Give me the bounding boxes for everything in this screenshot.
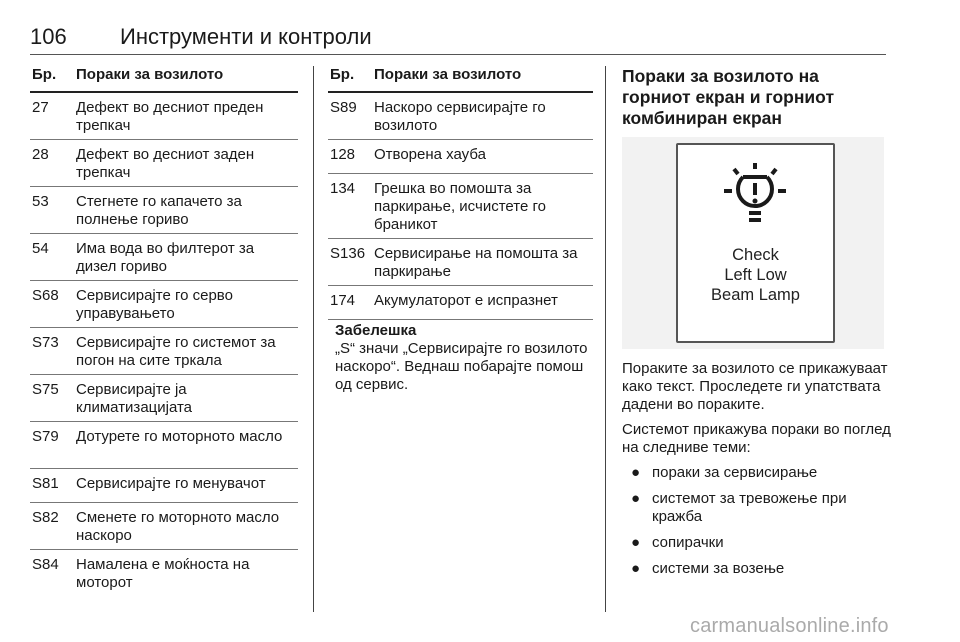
paragraph: Пораките за возилото се прикажуваат како текст. Проследете ги упатствата дадени во пораките. [622, 360, 888, 413]
message-text: Сменете го моторното масло наскоро [76, 509, 280, 544]
table-row [30, 140, 298, 187]
message-code: S81 [32, 475, 59, 492]
list-item-text: пораки за сервисирање [652, 464, 818, 481]
list-item [622, 560, 892, 578]
message-code: S82 [32, 509, 59, 526]
message-code: 128 [330, 146, 356, 163]
list-item-text: сопирачки [652, 534, 724, 551]
message-text: Сервисирање на помошта за паркирање [374, 245, 578, 280]
message-code: S73 [32, 334, 59, 351]
message-text: Отворена хауба [374, 146, 486, 163]
table-row [328, 174, 593, 239]
message-code: S75 [32, 381, 59, 398]
bullet-icon: ● [631, 560, 641, 577]
message-text: Дотурете го моторното масло [76, 428, 283, 445]
bullet-list [622, 464, 892, 578]
table-row [328, 140, 593, 174]
message-text: Наскоро сервисирајте го возилото [374, 99, 546, 134]
table-row [328, 93, 593, 140]
message-text: Сервисирајте ја климатизацијата [76, 381, 193, 416]
display-text-line: Check [732, 246, 779, 264]
message-code: S79 [32, 428, 59, 445]
note-block [335, 322, 595, 394]
message-text: Сервисирајте го системот за погон на сите тркала [76, 334, 276, 369]
message-code: 174 [330, 292, 356, 309]
message-code: 27 [32, 99, 49, 116]
section-body [622, 360, 892, 586]
message-table-2 [328, 66, 593, 320]
message-code: 53 [32, 193, 49, 210]
message-text: Дефект во десниот заден трепкач [76, 146, 255, 181]
column-header-message: Пораки за возилото [76, 66, 224, 83]
table-row [30, 328, 298, 375]
message-text: Сервисирајте го серво управувањето [76, 287, 233, 322]
column-divider [313, 66, 314, 612]
table-row [30, 469, 298, 503]
message-code: 28 [32, 146, 49, 163]
table-row [30, 503, 298, 550]
note-title: Забелешка [335, 322, 417, 339]
paragraph: Системот прикажува пораки во поглед на следниве теми: [622, 421, 891, 456]
watermark: carmanualsonline.info [690, 615, 889, 637]
message-text: Сервисирајте го менувачот [76, 475, 266, 492]
table-row [328, 286, 593, 320]
page-title: Инструменти и контроли [120, 24, 372, 49]
message-table-1 [30, 66, 298, 596]
table-row [30, 281, 298, 328]
message-text: Дефект во десниот преден трепкач [76, 99, 264, 134]
display-text-line: Beam Lamp [711, 286, 800, 304]
page-header [30, 24, 886, 55]
page-number: 106 [30, 24, 67, 49]
display-screen [676, 143, 835, 343]
table-row [30, 375, 298, 422]
message-code: S68 [32, 287, 59, 304]
table-row [30, 93, 298, 140]
bullet-icon: ● [631, 464, 641, 481]
message-text: Грешка во помошта за паркирање, исчистете го браникот [374, 180, 546, 233]
list-item [622, 490, 892, 526]
message-code: S136 [330, 245, 366, 262]
section-heading: Пораки за возилото на горниот екран и горниот комбиниран екран [622, 66, 835, 128]
bullet-icon: ● [631, 534, 641, 551]
message-text: Има вода во филтерот за дизел гориво [76, 240, 255, 275]
table-row [30, 234, 298, 281]
message-text: Акумулаторот е испразнет [374, 292, 558, 309]
list-item-text: системи за возење [652, 560, 785, 577]
table-header [328, 66, 593, 93]
note-text: „S“ значи „Сервисирајте го возилото наскоро“. Веднаш побарајте помош од сервис. [335, 340, 588, 393]
table-row [30, 422, 298, 469]
column-header-code: Бр. [330, 66, 355, 83]
bullet-icon: ● [631, 490, 641, 507]
list-item-text: системот за тревожење при кражба [652, 490, 847, 525]
list-item [622, 464, 892, 482]
column-header-code: Бр. [32, 66, 57, 83]
table-row [328, 239, 593, 286]
message-code: 134 [330, 180, 356, 197]
message-code: 54 [32, 240, 49, 257]
display-text-line: Left Low [724, 266, 787, 284]
table-header [30, 66, 298, 93]
lamp-warning-icon [720, 161, 790, 225]
display-illustration [622, 137, 884, 349]
message-text: Намалена е моќноста на моторот [76, 556, 250, 591]
column-divider [605, 66, 606, 612]
table-row [30, 187, 298, 234]
column-header-message: Пораки за возилото [374, 66, 522, 83]
list-item [622, 534, 892, 552]
message-code: S89 [330, 99, 357, 116]
table-row [30, 550, 298, 596]
message-code: S84 [32, 556, 59, 573]
message-text: Стегнете го капачето за полнење гориво [76, 193, 242, 228]
